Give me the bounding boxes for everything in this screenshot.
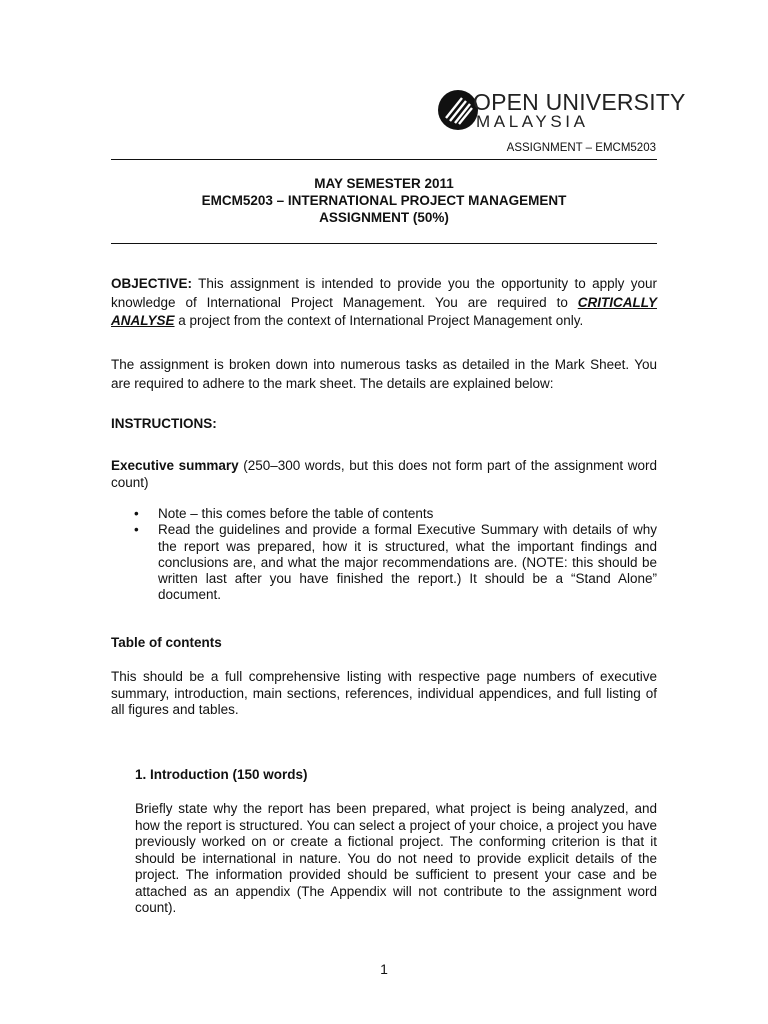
bullet-icon: • [134,506,139,521]
executive-summary-label: Executive summary [111,458,239,473]
executive-summary-text: (250–300 words, but this does not form part of the assignment word count) [111,458,657,490]
university-logo [437,88,686,132]
page-number: 1 [380,961,388,977]
objective-paragraph [111,275,657,331]
objective-text-after: a project from the context of International Project Management only. [174,313,584,328]
title-course: EMCM5203 – INTERNATIONAL PROJECT MANAGEMENT [201,193,567,208]
objective-label: OBJECTIVE: [111,276,193,291]
title-rule [111,243,657,244]
logo-text-line1: OPEN UNIVERSITY [473,89,686,115]
document-code: ASSIGNMENT – EMCM5203 [506,142,656,154]
table-of-contents-heading: Table of contents [111,635,222,650]
bullet-icon: • [134,522,139,538]
logo-text-line2: MALAYSIA [476,112,589,131]
header-rule [111,159,657,160]
objective-emphasis: CRITICALLY ANALYSE [111,294,657,328]
intro-paragraph: The assignment is broken down into numerous tasks as detailed in the Mark Sheet. You are required to adhere to the mark sheet. The details are explained below: [111,357,657,391]
bullet-text: Note – this comes before the table of contents [158,506,434,521]
list-item [111,522,657,603]
executive-summary-bullets [111,506,657,604]
title-semester: MAY SEMESTER 2011 [314,176,454,191]
table-of-contents-paragraph: This should be a full comprehensive listing with respective page numbers of executive summary, introduction, main sections, references, individual appendices, and full listing of all figures and tables. [111,669,657,717]
section-introduction-heading: 1. Introduction (150 words) [135,767,308,782]
title-assignment: ASSIGNMENT (50%) [319,210,449,225]
bullet-text: Read the guidelines and provide a formal Executive Summary with details of why the report was prepared, how it is structured, what the important findings and conclusions are, and what the major recommendations are. (NOTE: this should be written last after you have finished the report.) It should be a “Stand Alone” document. [158,522,657,603]
objective-text-before: This assignment is intended to provide you the opportunity to apply your knowledge of International Project Management. You are required to [111,276,657,310]
instructions-heading: INSTRUCTIONS: [111,416,217,431]
list-item [111,506,657,522]
executive-summary-paragraph [111,458,657,491]
section-introduction-paragraph: Briefly state why the report has been prepared, what project is being analyzed, and how the report is structured. You can select a project of your choice, a project you have previously worked on or create a fictional project. The conforming criterion is that it should be international in nature. You do not need to provide explicit details of the project. The information provided should be sufficient to present your case and be attached as an appendix (The Appendix will not contribute to the assignment word count). [135,801,657,915]
